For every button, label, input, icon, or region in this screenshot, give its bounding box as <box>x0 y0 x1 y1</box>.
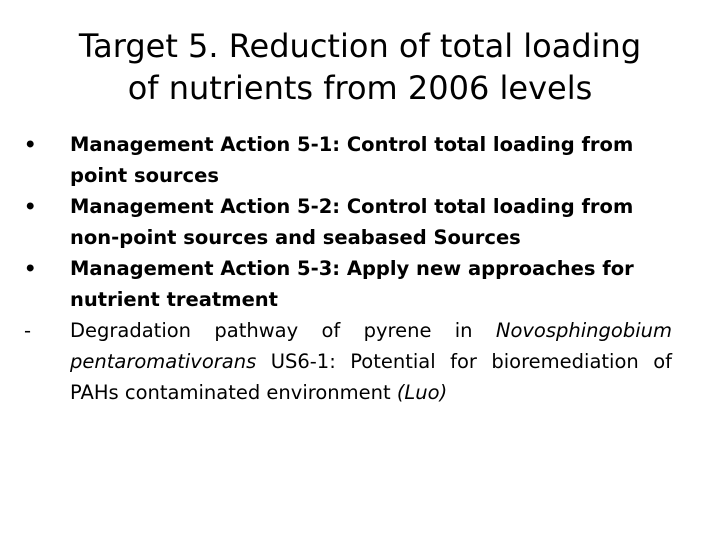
bullet-item <box>24 129 672 191</box>
bullet-item <box>24 191 672 253</box>
slide-content <box>24 129 672 408</box>
bullet-text-continued: nutrient treatment <box>70 288 278 311</box>
species-epithet: pentaromativorans <box>70 350 257 373</box>
dash-item <box>24 315 672 408</box>
title-line-1: Target 5. Reduction of total loading <box>78 27 642 65</box>
bullet-marker: • <box>24 257 37 280</box>
bullet-marker: • <box>24 133 37 156</box>
dash-text: Degradation pathway of pyrene in <box>70 319 496 342</box>
bullet-text: Management Action 5-2: Control total loading from <box>70 195 634 218</box>
bullet-marker: • <box>24 195 37 218</box>
author-citation: (Luo) <box>396 381 448 404</box>
bullet-text: Management Action 5-1: Control total loading from <box>70 133 634 156</box>
title-line-2: of nutrients from 2006 levels <box>127 69 593 107</box>
slide-title <box>40 25 680 109</box>
bullet-text-continued: non-point sources and seabased Sources <box>70 226 521 249</box>
bullet-text: Management Action 5-3: Apply new approaches for <box>70 257 634 280</box>
bullet-item <box>24 253 672 315</box>
dash-marker: - <box>24 319 32 342</box>
dash-text-continued: US6-1: Potential for bioremediation of PAHs contaminated environment <box>70 350 672 404</box>
bullet-text-continued: point sources <box>70 164 219 187</box>
species-genus: Novosphingobium <box>495 319 672 342</box>
